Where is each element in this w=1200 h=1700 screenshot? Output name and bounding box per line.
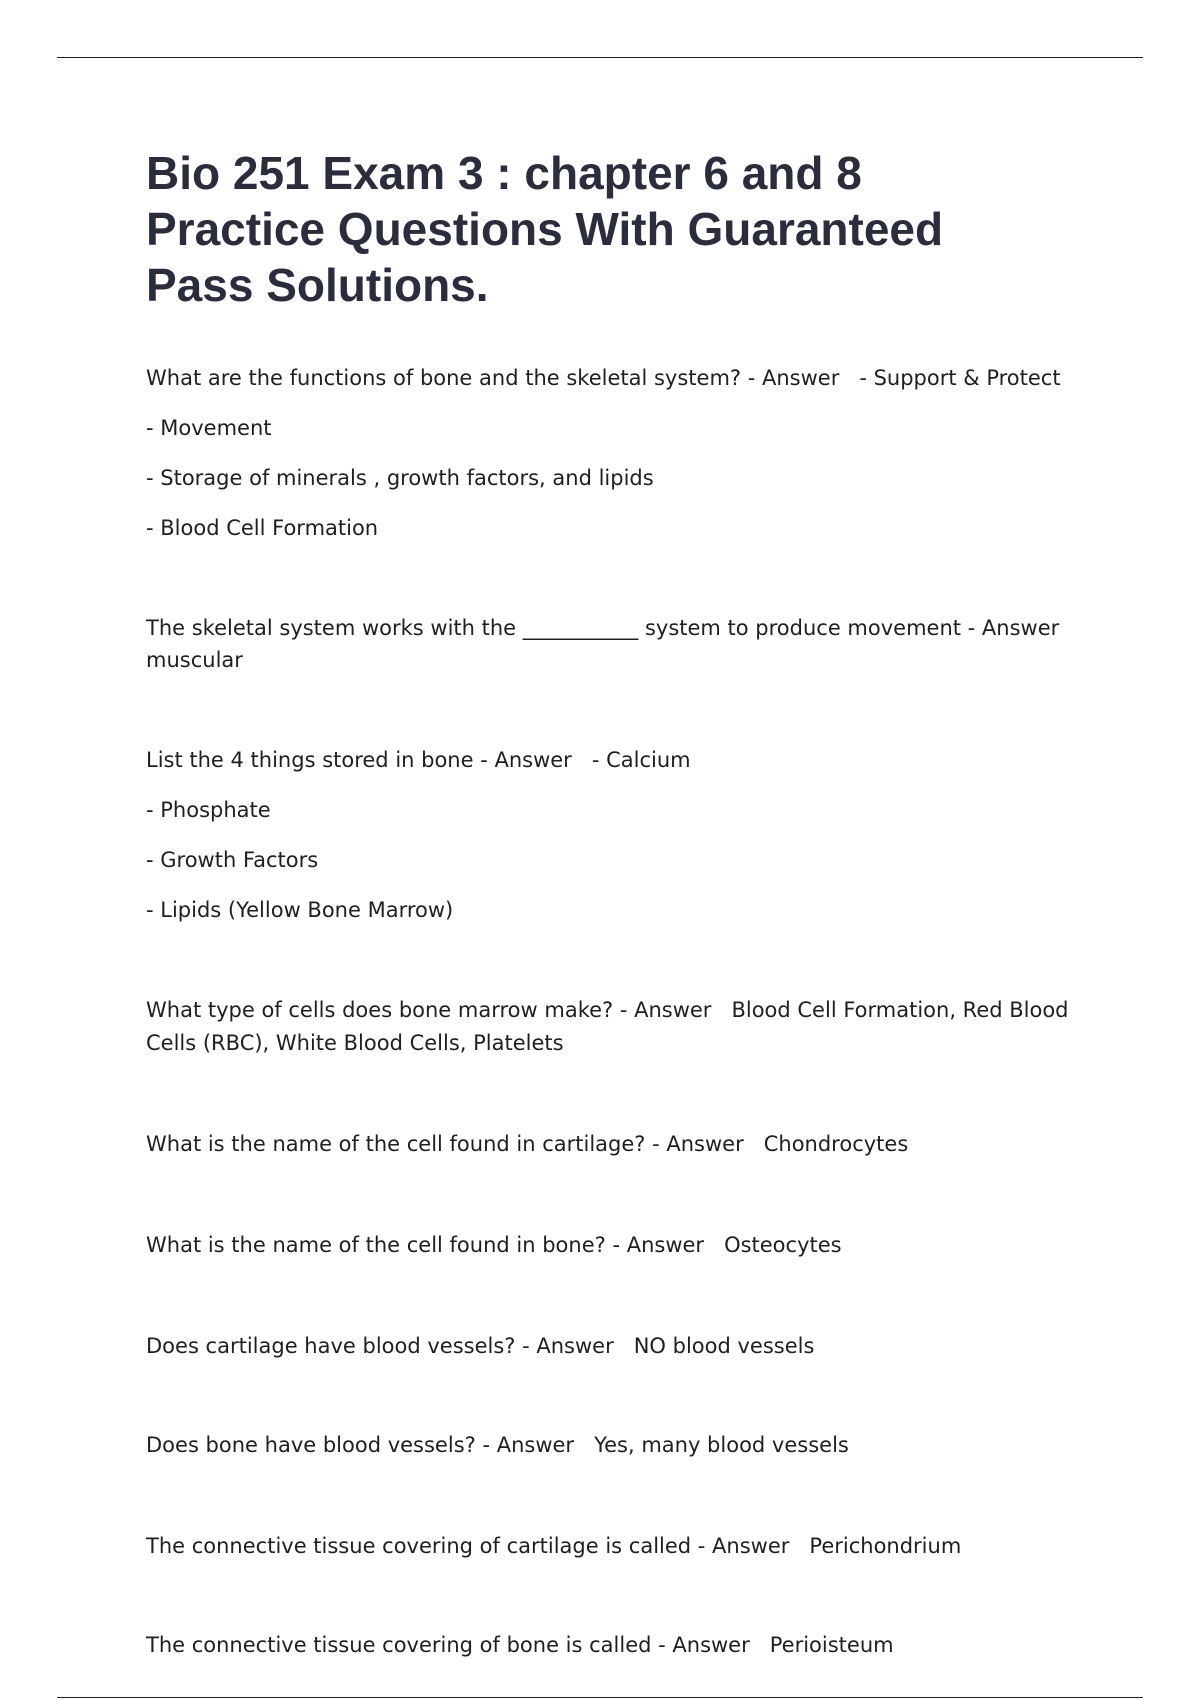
qa-item-9 bbox=[146, 1530, 1086, 1563]
answer-list-item: - Blood Cell Formation bbox=[146, 516, 379, 540]
question-text: What type of cells does bone marrow make? - Answer bbox=[146, 998, 712, 1022]
qa-item-4 bbox=[146, 994, 1086, 1060]
qa-line bbox=[146, 994, 1086, 1060]
answer-text: Perioisteum bbox=[769, 1633, 894, 1657]
answer-text: Chondrocytes bbox=[763, 1132, 909, 1156]
question-text: What are the functions of bone and the skeletal system? - Answer bbox=[146, 366, 840, 390]
question-text: The skeletal system works with the ___________ system to produce movement - Answer bbox=[146, 616, 1060, 640]
answer-text: - Calcium bbox=[591, 748, 691, 772]
answer-text: muscular bbox=[146, 648, 243, 672]
answer-text: Perichondrium bbox=[809, 1534, 962, 1558]
question-text: Does bone have blood vessels? - Answer bbox=[146, 1433, 575, 1457]
qa-item-3 bbox=[146, 744, 1086, 927]
bottom-divider bbox=[57, 1697, 1143, 1698]
qa-item-2 bbox=[146, 612, 1086, 677]
qa-line bbox=[146, 1229, 1086, 1262]
qa-line bbox=[146, 744, 1086, 777]
answer-text: - Support & Protect bbox=[859, 366, 1061, 390]
top-divider bbox=[57, 57, 1143, 58]
answer-list-item: - Lipids (Yellow Bone Marrow) bbox=[146, 898, 454, 922]
qa-line bbox=[146, 1629, 1086, 1662]
answer-text: Blood Cell Formation, Red Blood Cells (RBC), White Blood Cells, Platelets bbox=[146, 998, 1069, 1055]
question-text: Does cartilage have blood vessels? - Answer bbox=[146, 1334, 614, 1358]
qa-item-6 bbox=[146, 1229, 1086, 1262]
question-text: The connective tissue covering of bone is called - Answer bbox=[146, 1633, 750, 1657]
qa-line bbox=[146, 362, 1086, 395]
qa-line bbox=[146, 1429, 1086, 1462]
qa-item-10 bbox=[146, 1629, 1086, 1662]
question-text: What is the name of the cell found in cartilage? - Answer bbox=[146, 1132, 744, 1156]
answer-list-item: - Storage of minerals , growth factors, and lipids bbox=[146, 466, 654, 490]
question-text: List the 4 things stored in bone - Answer bbox=[146, 748, 572, 772]
qa-item-1 bbox=[146, 362, 1086, 545]
question-text: The connective tissue covering of cartilage is called - Answer bbox=[146, 1534, 790, 1558]
answer-list-item: - Phosphate bbox=[146, 798, 271, 822]
answer-list-item: - Growth Factors bbox=[146, 848, 319, 872]
answer-text: Yes, many blood vessels bbox=[594, 1433, 849, 1457]
qa-line bbox=[146, 1128, 1086, 1161]
answer-text: Osteocytes bbox=[724, 1233, 842, 1257]
qa-item-8 bbox=[146, 1429, 1086, 1462]
qa-line bbox=[146, 1330, 1086, 1363]
qa-line bbox=[146, 1530, 1086, 1563]
document-title: Bio 251 Exam 3 : chapter 6 and 8 Practice Questions With Guaranteed Pass Solutions. bbox=[146, 147, 944, 311]
answer-list-item: - Movement bbox=[146, 416, 272, 440]
qa-item-7 bbox=[146, 1330, 1086, 1363]
question-text: What is the name of the cell found in bone? - Answer bbox=[146, 1233, 705, 1257]
answer-text: NO blood vessels bbox=[633, 1334, 815, 1358]
qa-item-5 bbox=[146, 1128, 1086, 1161]
